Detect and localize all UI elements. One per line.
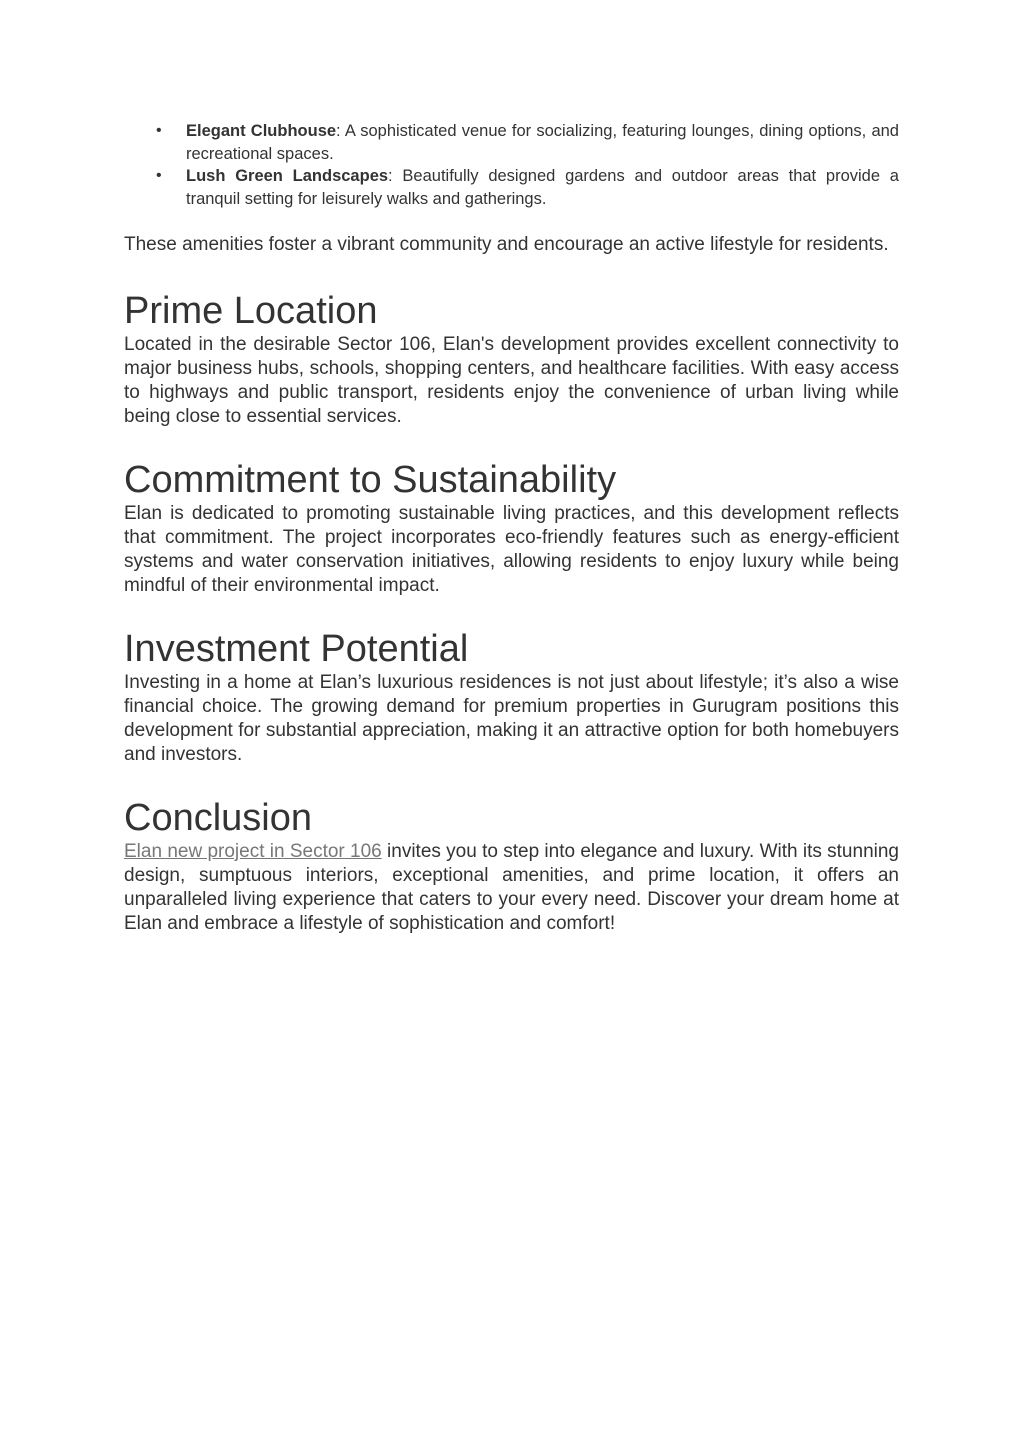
section-body-investment: Investing in a home at Elan’s luxurious residences is not just about lifestyle; it’s also a wise financial choice. The growing demand for premium properties in Gurugram positions this development for substantial appreciation, making it an attractive option for both homebuyers and investors. bbox=[124, 672, 899, 765]
section-heading-conclusion: Conclusion bbox=[124, 797, 312, 839]
amenities-list bbox=[124, 120, 899, 210]
section-body-conclusion bbox=[124, 840, 899, 936]
amenity-description: : A sophisticated venue for socializing, featuring lounges, dining options, and recreational spaces. bbox=[186, 122, 899, 163]
amenity-term: Lush Green Landscapes bbox=[186, 167, 389, 185]
section-heading-investment: Investment Potential bbox=[124, 628, 469, 670]
bullet-icon: • bbox=[156, 167, 162, 184]
list-item bbox=[124, 165, 899, 210]
amenity-term: Elegant Clubhouse bbox=[186, 122, 337, 140]
amenity-description: : Beautifully designed gardens and outdoor areas that provide a tranquil setting for leisurely walks and gatherings. bbox=[186, 167, 899, 208]
section-heading-sustainability: Commitment to Sustainability bbox=[124, 459, 617, 501]
project-link[interactable]: Elan new project in Sector 106 bbox=[124, 841, 382, 862]
document-page bbox=[124, 120, 899, 936]
list-item bbox=[124, 120, 899, 165]
amenities-summary: These amenities foster a vibrant community and encourage an active lifestyle for residents. bbox=[124, 234, 889, 255]
section-heading-prime-location: Prime Location bbox=[124, 290, 378, 332]
section-body-prime-location: Located in the desirable Sector 106, Elan's development provides excellent connectivity to major business hubs, schools, shopping centers, and healthcare facilities. With easy access to highways and public transport, residents enjoy the convenience of urban living while being close to essential services. bbox=[124, 334, 899, 427]
conclusion-text: invites you to step into elegance and luxury. With its stunning design, sumptuous interiors, exceptional amenities, and prime location, it offers an unparalleled living experience that caters to your every need. Discover your dream home at Elan and embrace a lifestyle of sophistication and comfort! bbox=[124, 841, 899, 934]
section-body-sustainability: Elan is dedicated to promoting sustainable living practices, and this development reflects that commitment. The project incorporates eco-friendly features such as energy-efficient systems and water conservation initiatives, allowing residents to enjoy luxury while being mindful of their environmental impact. bbox=[124, 503, 899, 596]
bullet-icon: • bbox=[156, 122, 162, 139]
